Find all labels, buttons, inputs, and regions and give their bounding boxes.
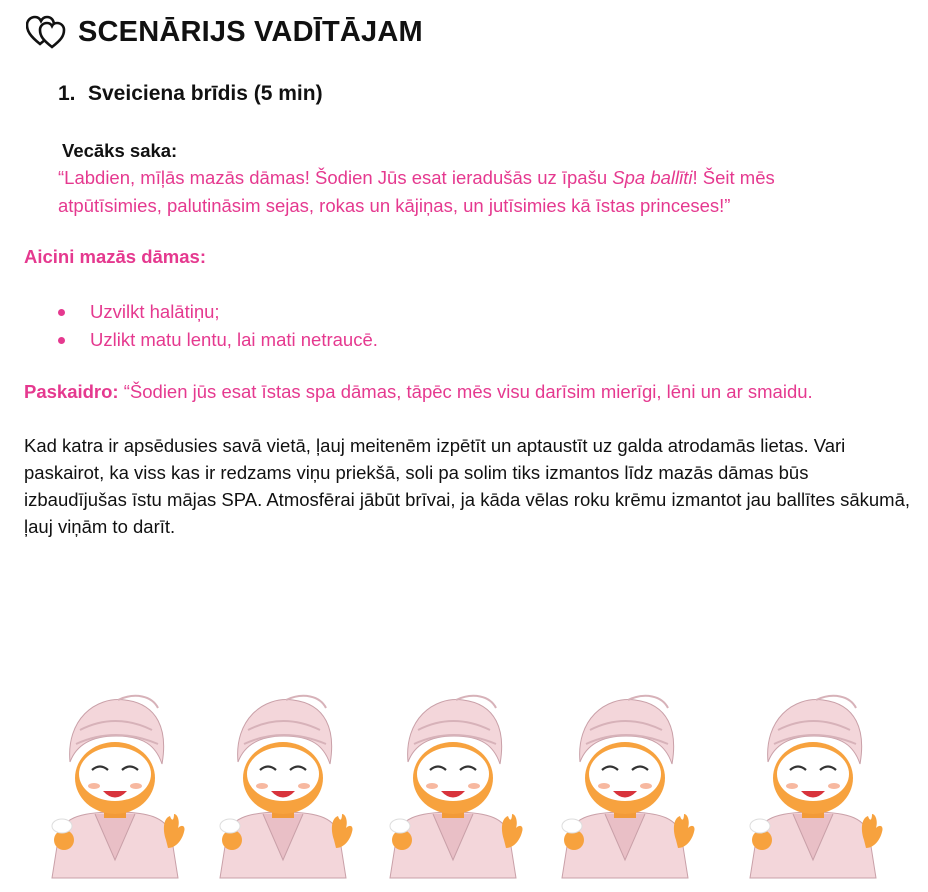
invite-label: Aicini mazās dāmas: bbox=[24, 246, 206, 267]
spa-girl-illustration bbox=[40, 690, 190, 880]
spa-girl-row bbox=[40, 690, 910, 880]
spa-girl-illustration bbox=[738, 690, 888, 880]
section-title: Sveiciena brīdis (5 min) bbox=[88, 82, 323, 105]
page-title: SCENĀRIJS VADĪTĀJAM bbox=[78, 15, 423, 48]
quote-part-1: “Labdien, mīļās mazās dāmas! Šodien Jūs esat ieradušās uz īpašu bbox=[58, 167, 613, 188]
quote-part-2: ! Šeit mēs atpūtīsimies, palutināsim sejas, rokas un kājiņas, un jutīsimies kā īstas princeses!” bbox=[58, 167, 775, 216]
section-heading bbox=[58, 82, 323, 106]
speaker-label: Vecāks saka: bbox=[62, 140, 178, 161]
spa-girl-illustration bbox=[550, 690, 700, 880]
explain-line bbox=[24, 378, 813, 406]
section-number: 1. bbox=[58, 82, 76, 105]
invite-list bbox=[24, 298, 378, 354]
list-item: Uzlikt matu lentu, lai mati netraucē. bbox=[24, 326, 378, 354]
hearts-icon bbox=[26, 14, 68, 50]
page-header bbox=[26, 14, 423, 50]
explain-text: “Šodien jūs esat īstas spa dāmas, tāpēc mēs visu darīsim mierīgi, lēni un ar smaidu. bbox=[118, 381, 813, 402]
greeting-quote bbox=[58, 164, 878, 220]
quote-italic: Spa ballīti bbox=[612, 167, 693, 188]
spa-girl-illustration bbox=[208, 690, 358, 880]
spa-girl-illustration bbox=[378, 690, 528, 880]
instruction-paragraph: Kad katra ir apsēdusies savā vietā, ļauj meitenēm izpētīt un aptaustīt uz galda atrodamās lietas. Vari paskairot, ka viss kas ir redzams viņu priekšā, soli pa solim tiks izmantos līdz mazās dāmas būs izbaudījušas īstu mājas SPA. Atmosfērai jābūt brīvai, ja kāda vēlas roku krēmu izmantot jau ballītes sākumā, ļauj viņām to darīt. bbox=[24, 435, 911, 537]
explain-label: Paskaidro: bbox=[24, 381, 119, 402]
list-item: Uzvilkt halātiņu; bbox=[24, 298, 378, 326]
